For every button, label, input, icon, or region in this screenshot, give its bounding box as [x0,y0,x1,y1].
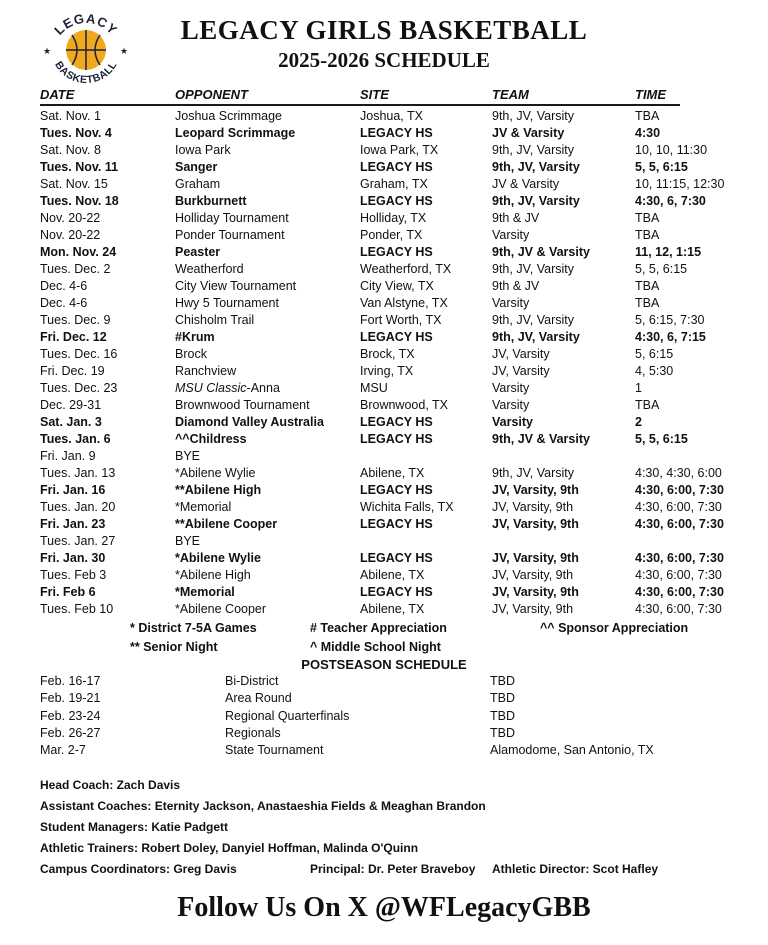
cell-team: JV, Varsity, 9th [492,483,579,497]
legend-middle-school-night: ^ Middle School Night [310,640,441,654]
cell-site: LEGACY HS [360,483,433,497]
cell-date: Tues. Dec. 2 [40,262,111,276]
cell-opponent [175,244,360,261]
cell-opponent-regular-part: Burkburnett [175,194,247,208]
cell-site: MSU [360,381,388,395]
cell-site: Joshua, TX [360,109,424,123]
cell-date: Tues. Nov. 18 [40,194,119,208]
table-row [40,601,722,618]
postseason-date: Feb. 19-21 [40,691,101,706]
cell-date: Sat. Nov. 15 [40,177,108,191]
cell-date: Dec. 4-6 [40,296,88,310]
cell-time: TBA [635,296,660,310]
cell-opponent-regular-part: **Abilene Cooper [175,517,278,531]
cell-opponent [175,465,360,482]
cell-team [492,448,635,465]
cell-team: 9th, JV & Varsity [492,245,590,259]
cell-opponent-regular-part: ^^Childress [175,432,247,446]
postseason-date: Feb. 23-24 [40,708,101,723]
cell-opponent [175,567,360,584]
cell-team: JV, Varsity, 9th [492,602,574,616]
column-header-time: TIME [635,87,667,102]
postseason-event: Regionals [225,725,281,740]
staff-section [40,775,728,880]
athletic-director: Athletic Director: Scot Hafley [492,862,659,877]
cell-opponent-regular-part: Peaster [175,245,221,259]
postseason-location: TBD [490,691,515,706]
column-header-site: SITE [360,87,389,102]
column-header-date: DATE [40,87,75,102]
table-row [40,397,680,414]
cell-opponent [175,329,360,346]
cell-time: 4:30, 6:00, 7:30 [635,602,722,616]
postseason-row [40,708,728,725]
cell-opponent-regular-part: #Krum [175,330,215,344]
cell-opponent-regular-part: *Abilene Wylie [175,466,256,480]
table-row [40,346,680,363]
cell-site: Ponder, TX [360,228,423,242]
page-subtitle: 2025-2026 SCHEDULE [278,48,490,72]
cell-time: 4:30, 6:00, 7:30 [635,500,722,514]
cell-time: 4, 5:30 [635,364,674,378]
table-row [40,431,688,448]
cell-team: Varsity [492,228,530,242]
cell-date: Nov. 20-22 [40,228,101,242]
cell-date: Fri. Feb 6 [40,585,96,599]
admin-line [40,859,728,880]
cell-opponent-regular-part: Ponder Tournament [175,228,285,242]
table-row [40,261,688,278]
cell-time: TBA [635,398,660,412]
legacy-basketball-logo-icon [40,4,132,96]
cell-site: Weatherford, TX [360,262,452,276]
campus-coordinators: Campus Coordinators: Greg Davis [40,862,237,877]
cell-time: 4:30, 6, 7:15 [635,330,706,344]
cell-date: Tues. Feb 10 [40,602,114,616]
legend-row-1 [130,620,768,637]
table-row [40,567,722,584]
cell-time: 5, 5, 6:15 [635,262,688,276]
cell-time: 10, 11:15, 12:30 [635,177,725,191]
postseason-event: Area Round [225,691,292,706]
head-coach-line: Head Coach: Zach Davis [40,778,181,793]
cell-date: Fri. Jan. 30 [40,551,106,565]
cell-team: 9th, JV, Varsity [492,109,574,123]
table-row [40,159,688,176]
cell-time [635,448,680,465]
cell-opponent [175,380,360,397]
cell-time: TBA [635,228,660,242]
cell-opponent [175,499,360,516]
cell-site: LEGACY HS [360,126,433,140]
cell-date: Mon. Nov. 24 [40,245,117,259]
table-row [40,312,705,329]
cell-opponent [175,601,360,618]
cell-site: Brownwood, TX [360,398,449,412]
postseason-row [40,725,728,742]
cell-time: 1 [635,381,642,395]
table-row [40,244,702,261]
schedule-body [40,108,725,618]
cell-team [492,533,635,550]
cell-date: Dec. 4-6 [40,279,88,293]
cell-team: Varsity [492,415,534,429]
cell-time [635,533,680,550]
cell-team: 9th, JV, Varsity [492,160,580,174]
table-row [40,584,724,601]
cell-opponent-regular-part: Iowa Park [175,143,231,157]
cell-date: Dec. 29-31 [40,398,102,412]
postseason-location: TBD [490,725,515,740]
cell-opponent-regular-part: Brownwood Tournament [175,398,310,412]
postseason-date: Feb. 16-17 [40,674,101,688]
cell-date: Fri. Jan. 16 [40,483,106,497]
postseason-location: Alamodome, San Antonio, TX [490,743,654,758]
cell-site: Brock, TX [360,347,415,361]
cell-opponent-italic-part: MSU Classic [175,381,247,395]
schedule-header-row [40,86,680,106]
cell-site: Wichita Falls, TX [360,500,454,514]
cell-opponent [175,210,360,227]
cell-opponent-regular-part: BYE [175,534,201,548]
legend-sponsor-appreciation: ^^ Sponsor Appreciation [540,621,689,635]
column-header-opponent: OPPONENT [175,87,248,102]
cell-site: Graham, TX [360,177,428,191]
postseason-event: Bi-District [225,674,279,688]
cell-date: Sat. Nov. 1 [40,109,101,123]
cell-opponent-regular-part: *Abilene Wylie [175,551,261,565]
table-row [40,227,680,244]
cell-opponent [175,142,360,159]
table-row [40,465,722,482]
cell-opponent [175,414,360,431]
table-row [40,448,680,465]
cell-date: Tues. Jan. 27 [40,534,116,548]
cell-time: 2 [635,415,642,429]
table-row [40,363,680,380]
cell-time: 4:30, 6:00, 7:30 [635,517,724,531]
cell-opponent-regular-part: Ranchview [175,364,237,378]
cell-opponent [175,533,360,550]
cell-site: LEGACY HS [360,432,433,446]
cell-time: 10, 10, 11:30 [635,143,708,157]
cell-team: Varsity [492,296,530,310]
page-title: LEGACY GIRLS BASKETBALL [180,15,588,45]
cell-time: 5, 6:15, 7:30 [635,313,705,327]
cell-team: 9th, JV, Varsity [492,466,574,480]
cell-date: Fri. Jan. 9 [40,449,96,463]
postseason-event: State Tournament [225,743,324,758]
cell-time: 4:30, 6:00, 7:30 [635,585,724,599]
cell-team: JV, Varsity [492,364,550,378]
cell-team: 9th, JV & Varsity [492,432,590,446]
cell-date: Tues. Jan. 6 [40,432,111,446]
cell-site: Van Alstyne, TX [360,296,448,310]
cell-opponent-regular-part: *Abilene Cooper [175,602,267,616]
legend-teacher-appreciation: # Teacher Appreciation [310,621,447,635]
cell-opponent [175,176,360,193]
cell-date: Tues. Jan. 13 [40,466,116,480]
cell-date: Fri. Jan. 23 [40,517,106,531]
table-row [40,516,724,533]
cell-opponent-regular-part: Leopard Scrimmage [175,126,296,140]
cell-time: 11, 12, 1:15 [635,245,702,259]
cell-opponent [175,550,360,567]
star-icon-left: ★ [43,46,52,56]
table-row [40,295,680,312]
cell-opponent [175,261,360,278]
table-row [40,142,708,159]
cell-opponent [175,312,360,329]
cell-site: LEGACY HS [360,517,433,531]
cell-time: 4:30 [635,126,661,140]
cell-team: JV, Varsity, 9th [492,500,574,514]
cell-date: Tues. Dec. 23 [40,381,118,395]
cell-date: Fri. Dec. 12 [40,330,107,344]
cell-date: Tues. Feb 3 [40,568,107,582]
cell-opponent [175,363,360,380]
cell-team: JV, Varsity, 9th [492,551,579,565]
cell-site: LEGACY HS [360,160,433,174]
cell-date: Tues. Nov. 4 [40,126,112,140]
star-icon-right: ★ [120,46,129,56]
postseason-row [40,742,728,759]
cell-opponent-regular-part: Hwy 5 Tournament [175,296,279,310]
cell-site [360,448,492,465]
cell-site: LEGACY HS [360,194,433,208]
cell-time: TBA [635,279,660,293]
assistant-coaches-line: Assistant Coaches: Eternity Jackson, Anastaeshia Fields & Meaghan Brandon [40,799,486,814]
cell-team: JV, Varsity [492,347,550,361]
cell-team: JV, Varsity, 9th [492,517,579,531]
cell-team: JV, Varsity, 9th [492,585,579,599]
cell-opponent [175,278,360,295]
postseason-date: Mar. 2-7 [40,743,86,758]
postseason-row [40,690,728,707]
cell-time: 5, 5, 6:15 [635,432,688,446]
cell-opponent [175,159,360,176]
cell-site [360,533,492,550]
cell-site: LEGACY HS [360,245,433,259]
cell-time: 4:30, 6:00, 7:30 [635,551,724,565]
cell-opponent-regular-part: Joshua Scrimmage [175,109,282,123]
cell-site: City View, TX [360,279,434,293]
cell-opponent-regular-part: *Memorial [175,585,235,599]
table-row [40,278,680,295]
logo-arc-top-text: LEGACY [51,10,121,38]
cell-team: 9th & JV [492,211,540,225]
column-header-team: TEAM [492,87,529,102]
cell-opponent [175,125,360,142]
student-managers-line: Student Managers: Katie Padgett [40,820,229,835]
cell-site: LEGACY HS [360,585,433,599]
cell-date: Fri. Dec. 19 [40,364,105,378]
cell-site: Abilene, TX [360,466,425,480]
postseason-event: Regional Quarterfinals [225,708,350,723]
cell-opponent-regular-part: BYE [175,449,201,463]
social-follow-text: Follow Us On X @WFLegacyGBB [177,892,591,924]
cell-site: Irving, TX [360,364,414,378]
cell-site: Fort Worth, TX [360,313,442,327]
table-row [40,210,680,227]
cell-opponent [175,431,360,448]
cell-date: Sat. Jan. 3 [40,415,102,429]
cell-opponent-regular-part: **Abilene High [175,483,262,497]
athletic-trainers-line: Athletic Trainers: Robert Doley, Danyiel Hoffman, Malinda O'Quinn [40,841,419,856]
postseason-location: TBD [490,674,515,688]
cell-opponent-regular-part: Diamond Valley Australia [175,415,324,429]
table-row [40,176,725,193]
cell-site: LEGACY HS [360,415,433,429]
cell-opponent-regular-part: City View Tournament [175,279,297,293]
schedule-table [40,86,725,618]
postseason-date: Feb. 26-27 [40,725,101,740]
legend-senior-night: ** Senior Night [130,640,218,654]
cell-opponent-regular-part: Holliday Tournament [175,211,289,225]
legend-district-games: * District 7-5A Games [130,621,257,635]
cell-opponent-regular-part: Graham [175,177,221,191]
cell-opponent [175,346,360,363]
principal: Principal: Dr. Peter Braveboy [310,862,476,877]
cell-date: Tues. Jan. 20 [40,500,116,514]
cell-site: Holliday, TX [360,211,427,225]
cell-opponent [175,397,360,414]
cell-date: Tues. Dec. 9 [40,313,111,327]
cell-opponent-regular-part: *Abilene High [175,568,251,582]
basketball-logo-svg [40,4,132,96]
cell-opponent [175,227,360,244]
table-row [40,550,724,567]
cell-site: LEGACY HS [360,330,433,344]
table-row [40,499,722,516]
cell-opponent [175,482,360,499]
cell-time: TBA [635,211,660,225]
table-row [40,380,680,397]
cell-team: Varsity [492,398,530,412]
cell-date: Nov. 20-22 [40,211,101,225]
cell-opponent [175,584,360,601]
cell-time: TBA [635,109,660,123]
cell-team: JV & Varsity [492,126,565,140]
table-row [40,414,680,431]
cell-team: 9th, JV, Varsity [492,194,580,208]
cell-opponent [175,193,360,210]
logo-arc-bottom-text: BASKETBALL [52,59,120,87]
cell-date: Tues. Nov. 11 [40,160,119,174]
cell-date: Sat. Nov. 8 [40,143,101,157]
postseason-body [40,673,728,759]
table-row [40,193,706,210]
cell-opponent [175,108,360,125]
cell-opponent-regular-part: -Anna [246,381,280,395]
cell-opponent [175,295,360,312]
table-row [40,329,706,346]
table-row [40,482,724,499]
cell-time: 5, 6:15 [635,347,674,361]
cell-team: 9th, JV, Varsity [492,313,574,327]
cell-team: 9th, JV, Varsity [492,143,574,157]
table-row [40,125,680,142]
cell-opponent-regular-part: Chisholm Trail [175,313,255,327]
cell-team: 9th, JV, Varsity [492,262,574,276]
postseason-table [40,673,728,759]
cell-time: 4:30, 6:00, 7:30 [635,568,722,582]
cell-team: 9th, JV, Varsity [492,330,580,344]
cell-team: JV, Varsity, 9th [492,568,574,582]
cell-opponent-regular-part: Weatherford [175,262,244,276]
cell-time: 4:30, 6:00, 7:30 [635,483,724,497]
cell-date: Tues. Dec. 16 [40,347,118,361]
table-row [40,108,680,125]
cell-team: JV & Varsity [492,177,560,191]
postseason-location: TBD [490,708,515,723]
cell-opponent [175,516,360,533]
cell-time: 5, 5, 6:15 [635,160,688,174]
cell-site: Abilene, TX [360,568,425,582]
cell-site: Iowa Park, TX [360,143,439,157]
cell-time: 4:30, 4:30, 6:00 [635,466,722,480]
cell-time: 4:30, 6, 7:30 [635,194,706,208]
cell-team: Varsity [492,381,530,395]
cell-site: Abilene, TX [360,602,425,616]
table-row [40,533,680,550]
postseason-title: POSTSEASON SCHEDULE [301,657,467,672]
legend-row-2 [130,639,768,656]
cell-opponent-regular-part: *Memorial [175,500,232,514]
cell-site: LEGACY HS [360,551,433,565]
postseason-row [40,673,728,690]
cell-opponent [175,448,360,465]
cell-team: 9th & JV [492,279,540,293]
cell-opponent-regular-part: Sanger [175,160,218,174]
cell-opponent-regular-part: Brock [175,347,207,361]
